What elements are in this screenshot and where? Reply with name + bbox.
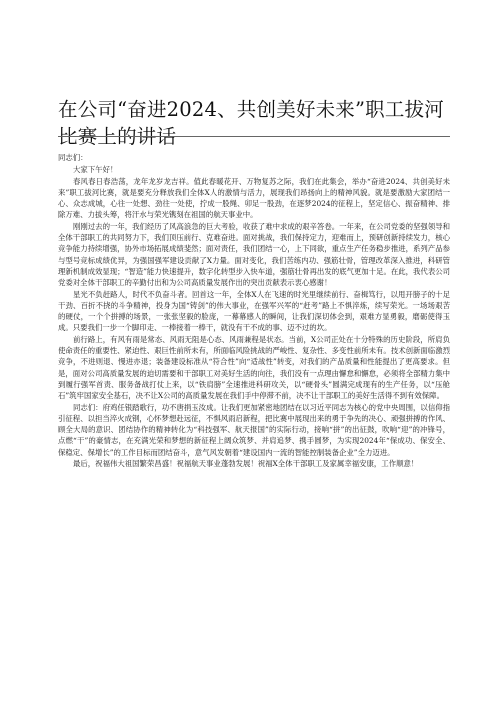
paragraph-introduction: 春风春日春浩荡，龙年龙岁龙吉祥。值此春暖花开、万物复苏之际，我们在此集会，举办“奋进2024、共创美好未来”职工拔河比赛，就是要充分释放我们全体X人的激情与活力，展现我们昂扬向上的精神风貌。就是要激励大家团结一心、众志成城，心往一处想、劲往一处使，拧成一股绳、卯足一股劲，在逐梦2024的征程上，坚定信心、振奋精神、排除万难、力拔头筹，将汗水与荣光镌刻在祖国的航天事业中。	[58, 176, 450, 220]
paragraph-opening: 大家下午好！	[73, 165, 118, 175]
title-divider	[58, 136, 450, 137]
paragraph-challenges: 前行路上，有风有雨是常态、风雨无阻是心态、风雨兼程是状态。当前，X公司正处在十分特殊的历史阶段，所肩负使命责任的重要性、紧迫性、艰巨性前所未有，所面临风险挑战的严峻性、复杂性、多变性前所未有。技术创新面临激烈竞争，不进则退、慢进亦退；装备建设标准从“符合性”向“适战性”转变，对我们的产品质量和性能提出了更高要求。但是，面对公司高质量发展的迫切需要和干部职工对美好生活的向往，我们没有一点理由懈怠和懈怠，必须将全部精力集中到履行强军首责、服务备战打仗上来，以“铁肩膀”全速推进科研攻关，以“硬骨头”圆满完成现有的生产任务，以“压舱石”筑牢国家安全基石，决不让X公司的高质量发展在我们手中停滞不前，决不让干部职工的美好生活得不到有效保障。	[58, 334, 450, 401]
paragraph-call-to-action: 同志们：府鸡任银踏歌行，功不唐捐玉汝成。让我们更加紧密地团结在以习近平同志为核心的党中央周围，以信仰指引征程、以担当淬火成钢，心怀梦想赴远征，不惧风雨启新程，把比赛中展现出来的勇于争先的决心、顽强拼搏的作风、顾全大局的意识、团结协作的精神转化为“科技强军、航天报国”的实际行动，接响“拼”的出征鼓，吹响“迎”的冲锋号，点燃“干”的豪情志，在充满光荣和梦想的新征程上阔众筑梦、并肩追梦、携手圆梦，为实现2024年“保成功、保安全、保稳定、保增长”的工作目标而团结奋斗，意气风发朝着“建设国内一流的智能控制装备企业”全力迈进。	[58, 402, 450, 457]
paragraph-reflection: 星光不负赶路人，时代不负奋斗者。回首这一年，全体X人在飞速的时光里继续前行、奋楫笃行，以甩开膀子的十足干劲、百折不挠的斗争精神，投身为国“铸剑”的伟大事业，在强军兴军的“赶考”路上不惧淬炼，续写荣光。一场场艰苦的硬仗，一个个拼搏的场景，一张张坚毅的脸庞，一幕幕感人的瞬间，让我们深切体会到，艰难方显勇毅，磨砺使得玉成。只要我们一步一个脚印走、一棒接着一棒干，就没有干不成的事、迈不过的坎。	[58, 289, 450, 333]
greeting: 同志们：	[58, 153, 88, 162]
paragraph-closing: 最后，祝福伟大祖国繁荣昌盛！祝福航天事业蓬勃发展！祝福X全体干部职工及家属幸福安康，工作顺意！	[73, 459, 419, 469]
paragraph-review: 刚刚过去的一年，我们经历了风高浪急的巨大考验，收获了难中求成的艰辛答卷。一年来，在公司党委的坚强领导和全体干部职工的共同努力下，我们顶压前行、克难奋进。面对挑战，我们保持定力，迎难而上，预研创新持续发力，核心竞争能力持续增强，协外市场拓展成绩斐然；面对责任，我们团结一心，上下同欲，重点生产任务稳步推进，系列产品参与型号竞标成绩优异，为强国强军建设贡献了X力量。面对变化，我们苦练内功、强筋壮骨，管理改革深入推进，科研管理新机制成效显现；“智造”能力快速提升，数字化转型步入快车道，强筋壮骨再出发的底气更加十足。在此，我代表公司党委对全体干部职工的辛勤付出和为公司高质量发展作出的突出贡献表示衷心感谢！	[58, 221, 450, 288]
document-title: 在公司“奋进2024、共创美好未来”职工拔河比赛上的讲话	[58, 98, 444, 148]
document-body	[58, 152, 450, 469]
